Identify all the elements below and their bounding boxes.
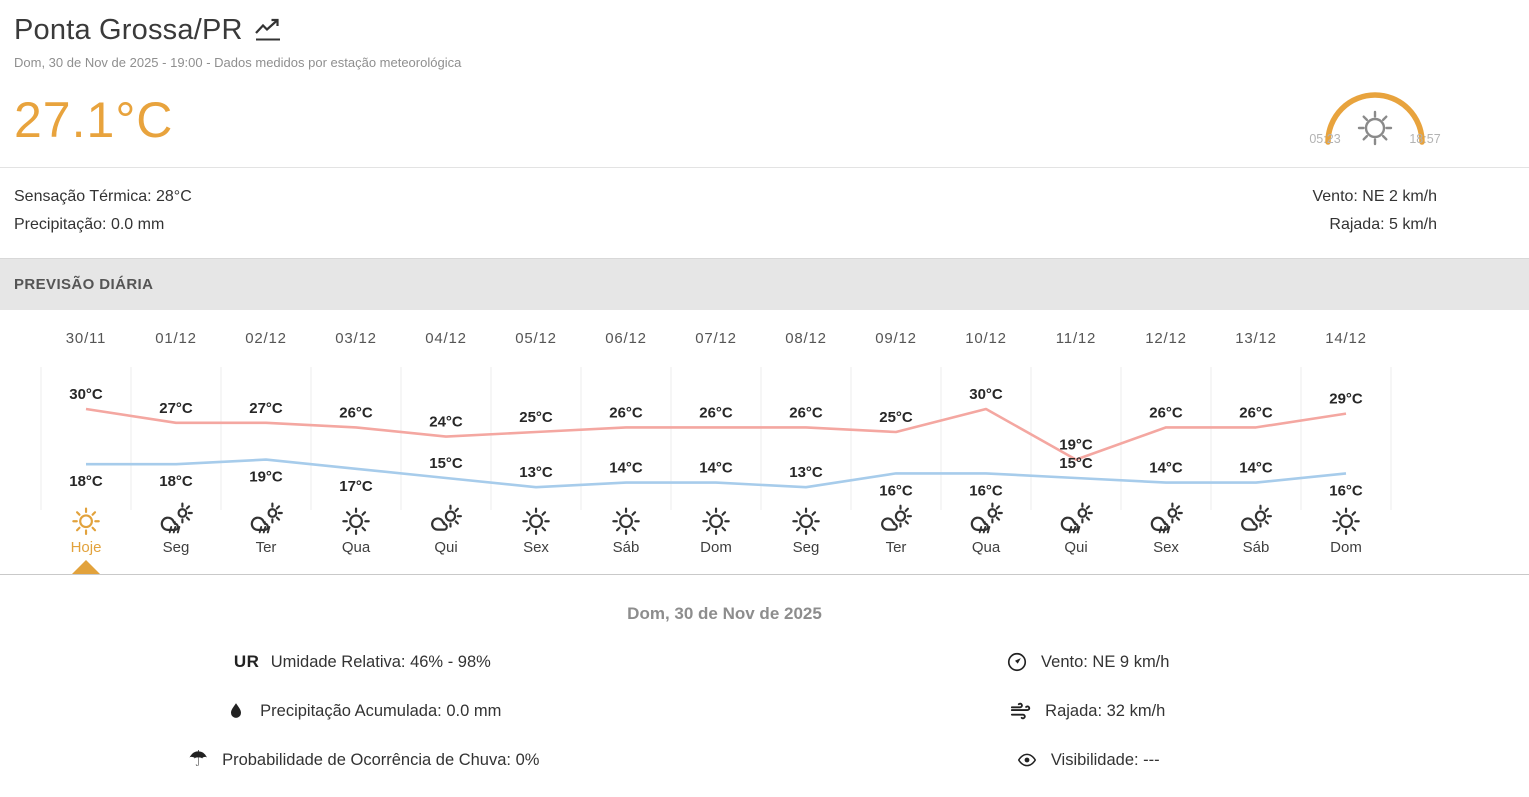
weather-icon-rain — [1062, 504, 1092, 533]
date-label: 07/12 — [695, 330, 737, 347]
day-label: Ter — [255, 539, 277, 556]
weather-icon-sun — [1333, 509, 1358, 534]
min-temp-label: 14°C — [609, 459, 643, 477]
current-temperature: 27.1°C — [14, 92, 174, 148]
min-temp-label: 18°C — [69, 473, 103, 491]
forecast-day[interactable] — [1330, 509, 1362, 556]
page-title: Ponta Grossa/PR — [14, 13, 243, 46]
day-label: Qua — [971, 539, 1001, 556]
detail-label: Rajada: 32 km/h — [1045, 701, 1166, 720]
selected-day-title: Dom, 30 de Nov de 2025 — [627, 604, 822, 623]
min-temp-label: 14°C — [1239, 459, 1273, 477]
day-label: Sáb — [612, 539, 640, 556]
day-label: Qui — [1064, 539, 1088, 556]
sunrise-sunset-widget — [1300, 84, 1450, 154]
max-temp-label: 26°C — [339, 404, 373, 422]
weather-icon-sun — [793, 509, 818, 534]
sunrise-time: 05:23 — [1309, 132, 1341, 146]
min-temp-label: 16°C — [1329, 482, 1363, 500]
min-temp-label: 14°C — [699, 459, 733, 477]
max-temp-label: 26°C — [1239, 404, 1273, 422]
weather-icon-sun — [703, 509, 728, 534]
forecast-day[interactable] — [793, 509, 820, 556]
day-label: Sex — [523, 539, 549, 556]
day-label: Hoje — [70, 539, 102, 556]
daily-forecast-panel — [0, 310, 1529, 580]
weather-icon-rain — [1152, 504, 1182, 533]
date-label: 10/12 — [965, 330, 1007, 347]
precipitation-text: Precipitação: 0.0 mm — [14, 216, 165, 233]
detail-label: Precipitação Acumulada: 0.0 mm — [260, 701, 502, 720]
date-label: 02/12 — [245, 330, 287, 347]
weather-icon-sun — [343, 509, 368, 534]
min-temp-label: 15°C — [1059, 455, 1093, 472]
forecast-day[interactable] — [523, 509, 549, 556]
day-label: Dom — [1330, 539, 1362, 556]
day-label: Sáb — [1242, 539, 1270, 556]
max-temp-label: 19°C — [1059, 436, 1093, 454]
day-label: Qua — [341, 539, 371, 556]
day-label: Ter — [885, 539, 907, 556]
weather-icon-sun-cloud — [1242, 506, 1271, 530]
max-temp-label: 26°C — [609, 404, 643, 422]
date-label: 08/12 — [785, 330, 827, 347]
date-label: 04/12 — [425, 330, 467, 347]
weather-icon-sun-cloud — [882, 506, 911, 530]
detail-row — [0, 699, 725, 723]
max-temp-label: 30°C — [69, 386, 103, 403]
date-label: 14/12 — [1325, 330, 1367, 347]
current-conditions — [0, 167, 1529, 258]
max-temp-label: 27°C — [249, 399, 283, 417]
max-temp-label: 26°C — [789, 404, 823, 422]
max-temp-label: 25°C — [519, 409, 553, 426]
wind-icon — [1008, 699, 1034, 723]
detail-row — [0, 650, 725, 674]
detail-label: Umidade Relativa: 46% - 98% — [270, 652, 491, 671]
weather-icon-sun — [73, 509, 98, 534]
min-temp-label: 17°C — [339, 477, 373, 495]
sunset-time: 18:57 — [1409, 132, 1441, 146]
max-temp-label: 24°C — [429, 413, 463, 431]
weather-icon-rain — [252, 504, 282, 533]
day-label: Seg — [162, 539, 190, 556]
weather-icon-sun — [613, 509, 638, 534]
forecast-day[interactable] — [252, 504, 282, 556]
droplet-icon — [223, 699, 249, 723]
date-label: 09/12 — [875, 330, 917, 347]
day-label: Seg — [792, 539, 820, 556]
weather-icon-sun — [523, 509, 548, 534]
humidity-icon: UR — [233, 652, 260, 671]
detail-label: Visibilidade: --- — [1050, 750, 1160, 769]
max-temp-label: 29°C — [1329, 390, 1363, 408]
forecast-day[interactable] — [700, 509, 732, 556]
min-temp-label: 16°C — [879, 482, 913, 500]
min-temp-label: 15°C — [429, 455, 463, 472]
eye-icon — [1014, 748, 1040, 772]
sun-icon — [1359, 112, 1391, 144]
max-temp-label: 27°C — [159, 399, 193, 417]
forecast-day[interactable] — [613, 509, 640, 556]
date-label: 05/12 — [515, 330, 557, 347]
header — [0, 0, 1529, 167]
forecast-day[interactable] — [342, 509, 371, 556]
min-temp-label: 16°C — [969, 482, 1003, 500]
forecast-day[interactable] — [1242, 506, 1271, 556]
umbrella-icon: ☂ — [188, 747, 208, 772]
max-temp-label: 25°C — [879, 409, 913, 426]
detail-row — [725, 748, 1450, 772]
forecast-chart — [0, 310, 1529, 580]
selected-day-details — [0, 580, 1529, 797]
forecast-day[interactable] — [71, 509, 102, 574]
max-temp-label: 26°C — [699, 404, 733, 422]
detail-row — [725, 650, 1450, 674]
forecast-day[interactable] — [1062, 504, 1092, 556]
forecast-day[interactable] — [882, 506, 911, 556]
max-temp-label: 30°C — [969, 386, 1003, 403]
min-temp-label: 19°C — [249, 468, 283, 486]
day-label: Qui — [434, 539, 458, 556]
weather-icon-rain — [162, 504, 192, 533]
detail-row — [725, 699, 1450, 723]
date-label: 12/12 — [1145, 330, 1187, 347]
gust-text: Rajada: 5 km/h — [1329, 216, 1437, 233]
date-label: 06/12 — [605, 330, 647, 347]
selected-day-marker — [72, 560, 100, 574]
weather-icon-sun-cloud — [432, 506, 461, 530]
min-temp-label: 13°C — [519, 464, 553, 482]
trend-chart-icon[interactable] — [253, 16, 283, 48]
section-title-daily-forecast: PREVISÃO DIÁRIA — [0, 258, 1529, 310]
min-temp-label: 13°C — [789, 464, 823, 482]
date-label: 11/12 — [1055, 330, 1097, 347]
max-temp-label: 26°C — [1149, 404, 1183, 422]
detail-label: Vento: NE 9 km/h — [1041, 652, 1170, 671]
min-temp-label: 18°C — [159, 473, 193, 491]
date-label: 01/12 — [155, 330, 197, 347]
day-label: Dom — [700, 539, 732, 556]
feels-like-text: Sensação Térmica: 28°C — [14, 188, 192, 205]
date-label: 13/12 — [1235, 330, 1277, 347]
wind-text: Vento: NE 2 km/h — [1312, 188, 1437, 205]
forecast-day[interactable] — [162, 504, 192, 556]
forecast-day[interactable] — [1152, 504, 1182, 556]
date-label: 30/11 — [65, 330, 107, 347]
day-label: Sex — [1153, 539, 1179, 556]
min-temp-label: 14°C — [1149, 459, 1183, 477]
detail-row — [0, 748, 725, 772]
header-subtitle: Dom, 30 de Nov de 2025 - 19:00 - Dados medidos por estação meteorológica — [14, 55, 462, 70]
date-label: 03/12 — [335, 330, 377, 347]
weather-icon-rain — [972, 504, 1002, 533]
detail-label: Probabilidade de Ocorrência de Chuva: 0% — [222, 750, 540, 769]
forecast-day[interactable] — [972, 504, 1002, 556]
forecast-day[interactable] — [432, 506, 461, 556]
compass-icon — [1004, 650, 1030, 674]
